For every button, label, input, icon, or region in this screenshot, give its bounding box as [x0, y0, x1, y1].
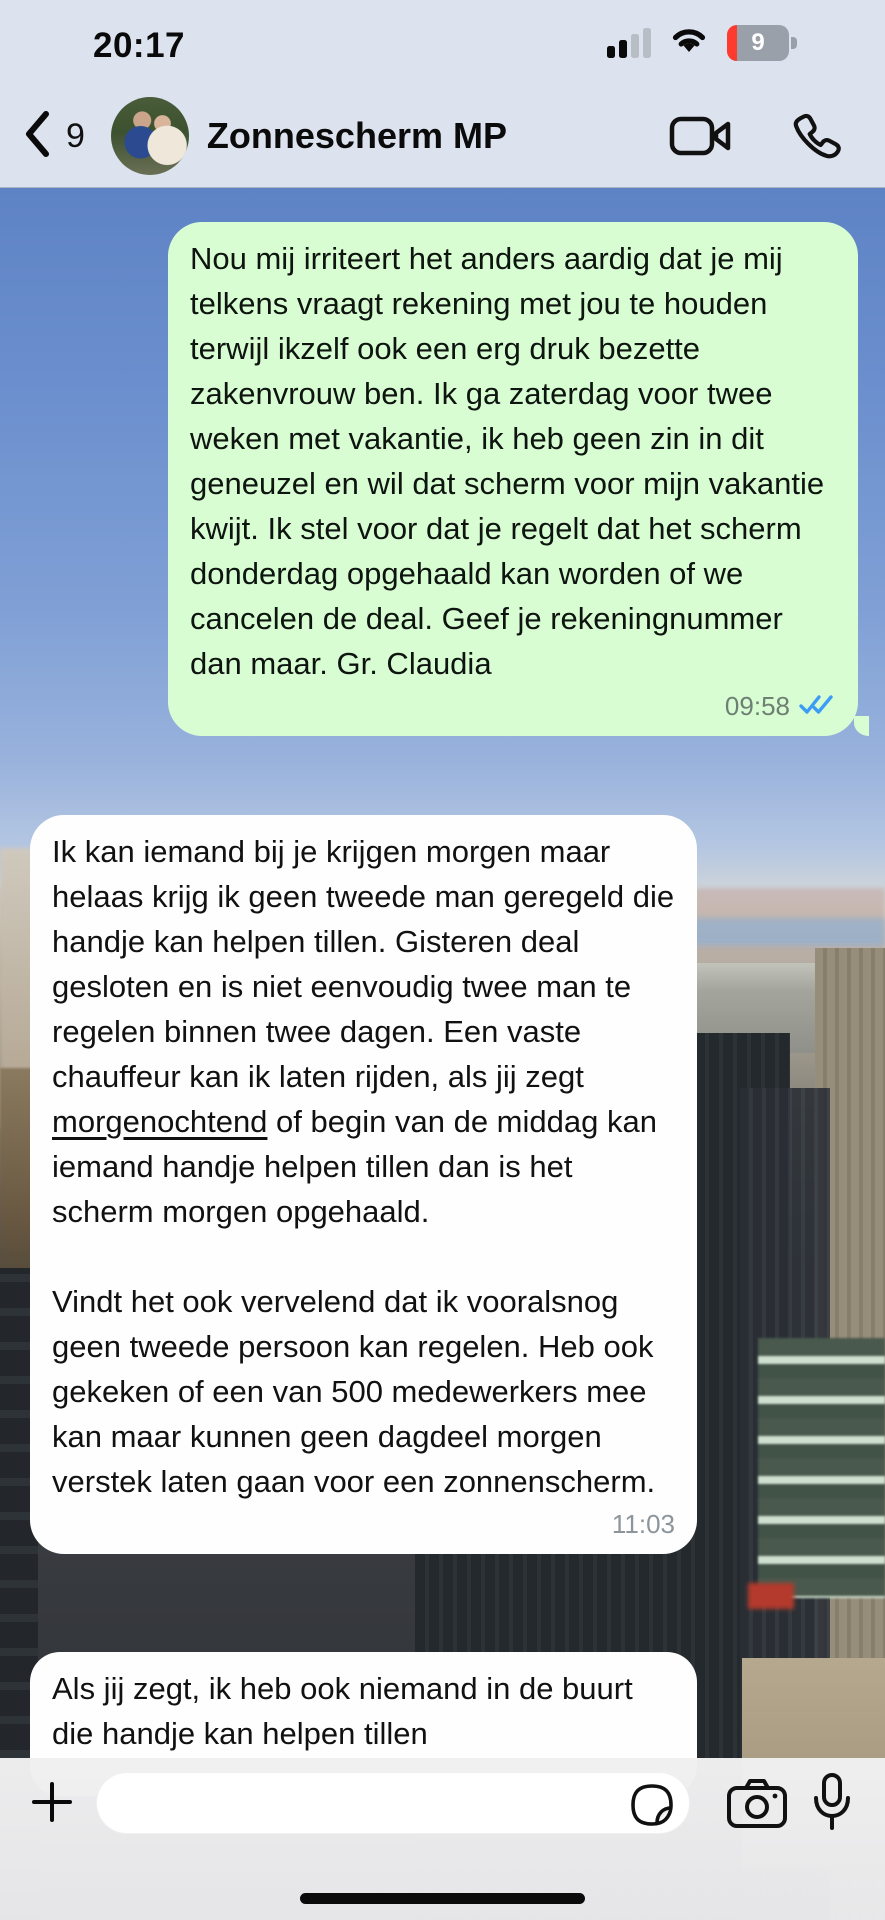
message-text: Nou mij irriteert het anders aardig dat je mij telkens vraagt rekening met jou te houden terwijl ikzelf ook een erg druk bezette zakenvrouw ben. Ik ga zaterdag voor twee weken met vakantie, ik heb geen zin in dit geneuzel en wil dat scherm voor mijn vakantie kwijt. Ik stel voor dat je regelt dat het scherm donderdag opgehaald kan worden of we cancelen de deal. Geef je rekeningnummer dan maar. Gr. Claudia: [190, 241, 825, 681]
plus-icon: [28, 1778, 76, 1831]
message-input-pill: [96, 1772, 690, 1834]
video-call-button[interactable]: [669, 114, 733, 158]
attach-button[interactable]: [26, 1778, 78, 1830]
chevron-left-icon: [22, 108, 52, 165]
sticker-button[interactable]: [629, 1782, 675, 1833]
message-text-part: Ik kan iemand bij je krijgen morgen maar helaas krijg ik geen tweede man geregeld die handje kan helpen tillen. Gisteren deal gesloten en is niet eenvoudig twee man te regelen binnen twee dagen. Een vaste chauffeur kan ik laten rijden, als jij zegt: [52, 834, 675, 1094]
camera-icon: [726, 1817, 788, 1834]
contact-avatar[interactable]: [111, 97, 189, 175]
wallpaper-red-sign: [748, 1583, 794, 1609]
message-text-part: of begin van de middag kan iemand handje helpen tillen dan is het scherm morgen opgehaald.: [52, 1104, 657, 1229]
message-text-part: Vindt het ook vervelend dat ik vooralsnog geen tweede persoon kan regelen. Heb ook gekeken of een van 500 medewerkers mee kan maar kunnen geen dagdeel morgen verstek laten gaan voor een zonnenscherm.: [52, 1284, 656, 1499]
message-time: 09:58: [724, 690, 790, 721]
wallpaper-green-glass-building: [758, 1338, 885, 1598]
microphone-icon: [812, 1821, 852, 1838]
top-chrome: [0, 0, 885, 188]
voice-call-button[interactable]: [791, 111, 841, 161]
status-icons: [607, 24, 797, 61]
back-button[interactable]: [0, 108, 85, 165]
message-bubble-incoming[interactable]: [30, 815, 697, 1554]
message-bubble-outgoing[interactable]: [168, 222, 858, 736]
message-time: 11:03: [611, 1508, 675, 1539]
message-date-link[interactable]: morgenochtend: [52, 1104, 268, 1139]
chat-title[interactable]: Zonnescherm MP: [206, 115, 507, 156]
wallpaper-river: [690, 918, 885, 946]
header-actions: [669, 111, 885, 161]
chat-header: [0, 86, 885, 186]
battery-percent: 9: [751, 28, 765, 56]
message-meta: [190, 688, 836, 724]
battery-icon: [727, 25, 797, 61]
voice-note-button[interactable]: [812, 1772, 852, 1839]
message-meta: [52, 1506, 675, 1542]
message-text: Als jij zegt, ik heb ook niemand in de buurt die handje kan helpen tillen: [52, 1671, 633, 1751]
cellular-signal-icon: [607, 28, 651, 58]
home-indicator[interactable]: [300, 1893, 585, 1904]
unread-count-badge: 9: [66, 116, 85, 155]
camera-button[interactable]: [726, 1778, 788, 1835]
status-bar: [0, 22, 885, 74]
wifi-icon: [667, 24, 711, 61]
read-receipt-icon: [798, 684, 836, 729]
message-input[interactable]: [97, 1773, 689, 1833]
status-time: 20:17: [93, 26, 186, 65]
